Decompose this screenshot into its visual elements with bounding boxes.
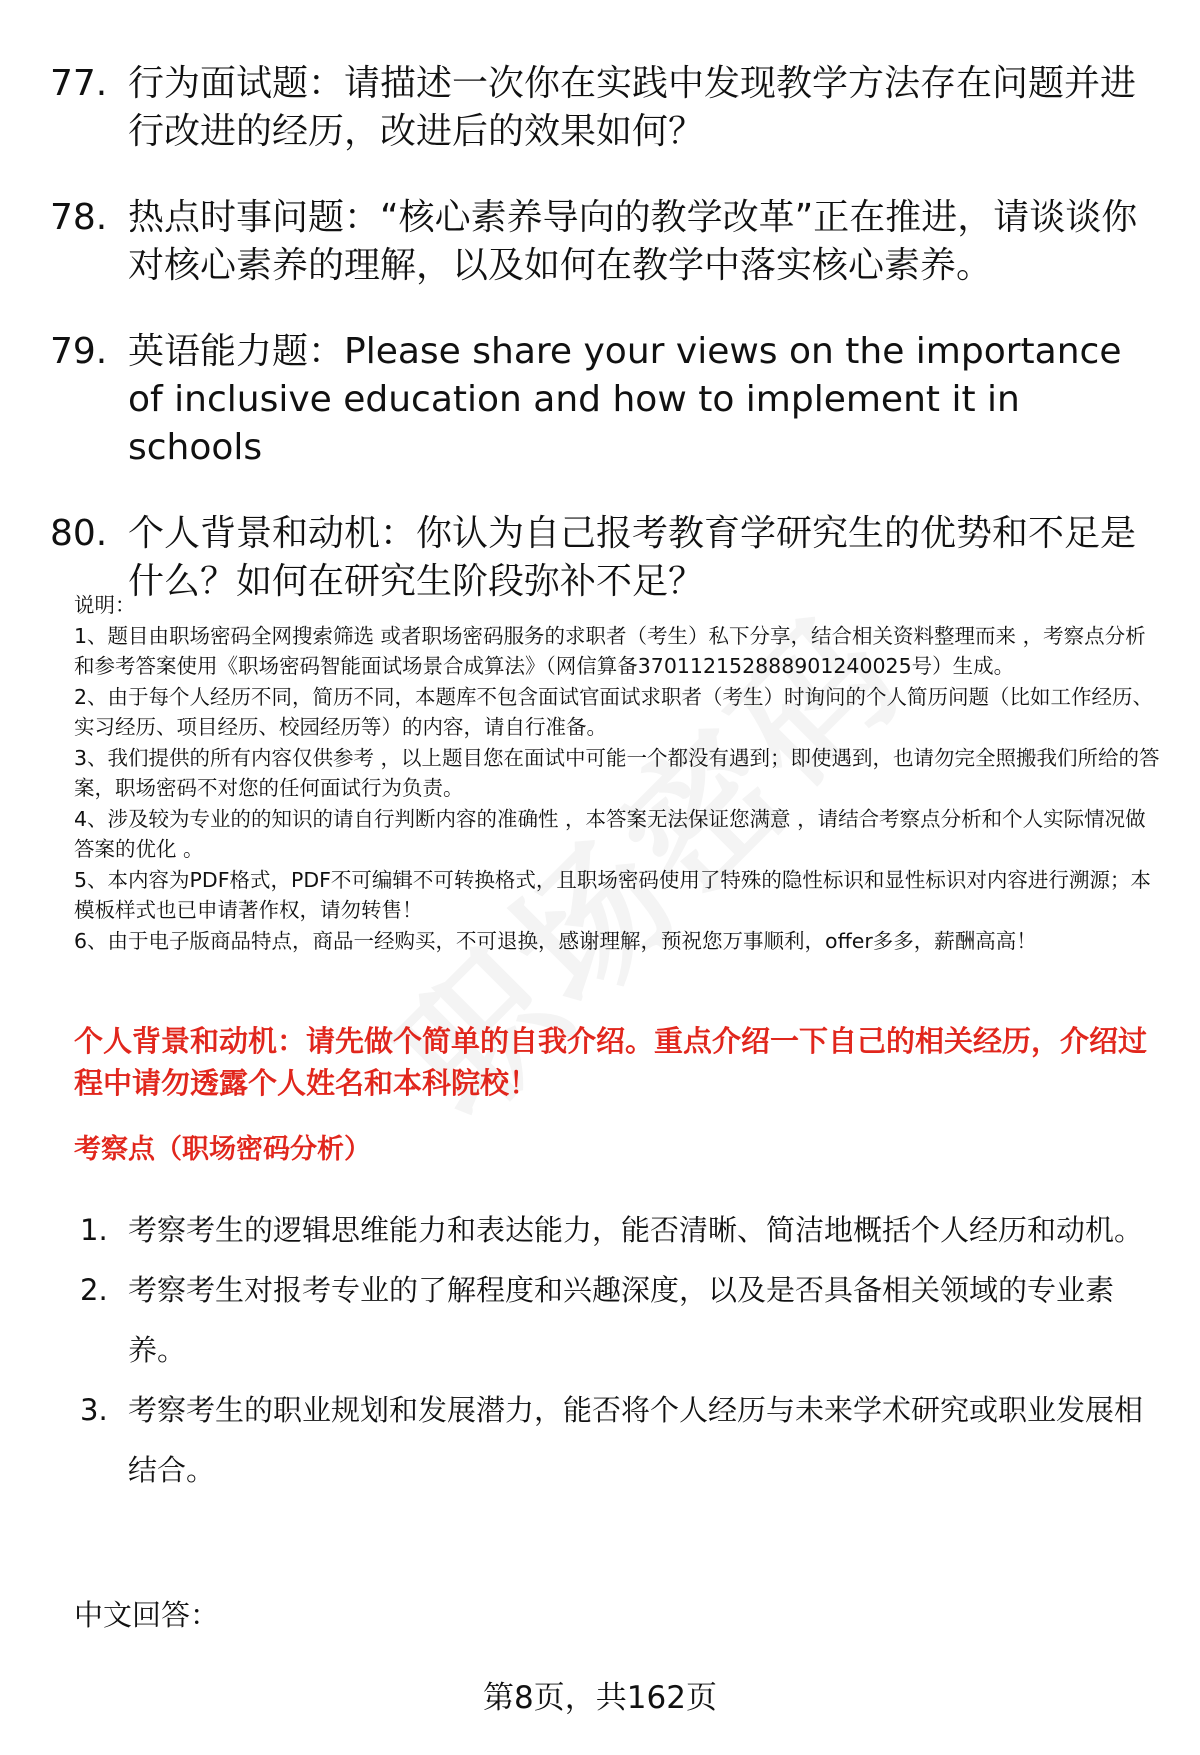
answer-label: 中文回答： bbox=[74, 1598, 220, 1632]
point-item bbox=[80, 1200, 1160, 1260]
point-number: 3. bbox=[80, 1393, 108, 1427]
note-item: 1、题目由职场密码全网搜索筛选 或者职场密码服务的求职者（考生）私下分享，结合相关资料整理而来 ，考察点分析和参考答案使用《职场密码智能面试场景合成算法》（网信算备370112152888901240025号）生成。 bbox=[74, 623, 1146, 678]
question-list bbox=[50, 60, 1160, 644]
notes-title: 说明： bbox=[74, 593, 136, 617]
highlight-question: 个人背景和动机：请先做个简单的自我介绍。重点介绍一下自己的相关经历，介绍过程中请勿透露个人姓名和本科院校！ bbox=[74, 1024, 1148, 1100]
question-item bbox=[50, 60, 1160, 156]
notes-section bbox=[74, 590, 1160, 956]
point-number: 2. bbox=[80, 1273, 108, 1307]
question-number: 79. bbox=[50, 331, 108, 372]
question-text: 英语能力题：Please share your views on the importance of inclusive education and how to implement it in schools bbox=[128, 331, 1122, 468]
point-text: 考察考生的职业规划和发展潜力，能否将个人经历与未来学术研究或职业发展相结合。 bbox=[128, 1393, 1144, 1487]
question-text: 个人背景和动机：你认为自己报考教育学研究生的优势和不足是什么？如何在研究生阶段弥补不足？ bbox=[128, 513, 1137, 602]
question-number: 77. bbox=[50, 63, 108, 104]
note-item: 4、涉及较为专业的的知识的请自行判断内容的准确性 ，本答案无法保证您满意 ，请结合考察点分析和个人实际情况做答案的优化 。 bbox=[74, 806, 1146, 861]
points-list bbox=[80, 1200, 1160, 1500]
question-number: 80. bbox=[50, 513, 108, 554]
question-item bbox=[50, 328, 1160, 472]
points-title: 考察点（职场密码分析） bbox=[74, 1134, 371, 1165]
note-item: 5、本内容为PDF格式，PDF不可编辑不可转换格式，且职场密码使用了特殊的隐性标识和显性标识对内容进行溯源；本模板样式也已申请著作权，请勿转售！ bbox=[74, 867, 1151, 922]
question-number: 78. bbox=[50, 197, 108, 238]
point-item bbox=[80, 1380, 1160, 1500]
point-item bbox=[80, 1260, 1160, 1380]
note-item: 6、由于电子版商品特点，商品一经购买，不可退换，感谢理解，预祝您万事顺利，offer多多，薪酬高高！ bbox=[74, 928, 1037, 953]
note-item: 3、我们提供的所有内容仅供参考 ，以上题目您在面试中可能一个都没有遇到；即使遇到，也请勿完全照搬我们所给的答案，职场密码不对您的任何面试行为负责。 bbox=[74, 745, 1160, 800]
page-footer: 第8页，共162页 bbox=[483, 1680, 717, 1716]
note-item: 2、由于每个人经历不同，简历不同，本题库不包含面试官面试求职者（考生）时询问的个人简历问题（比如工作经历、实习经历、项目经历、校园经历等）的内容，请自行准备。 bbox=[74, 684, 1154, 739]
question-item bbox=[50, 194, 1160, 290]
point-number: 1. bbox=[80, 1213, 108, 1247]
question-text: 行为面试题：请描述一次你在实践中发现教学方法存在问题并进行改进的经历，改进后的效果如何？ bbox=[128, 63, 1137, 152]
question-text: 热点时事问题：“核心素养导向的教学改革”正在推进，请谈谈你对核心素养的理解，以及如何在教学中落实核心素养。 bbox=[128, 197, 1138, 286]
point-text: 考察考生的逻辑思维能力和表达能力，能否清晰、简洁地概括个人经历和动机。 bbox=[128, 1213, 1144, 1247]
point-text: 考察考生对报考专业的了解程度和兴趣深度，以及是否具备相关领域的专业素养。 bbox=[128, 1273, 1115, 1367]
